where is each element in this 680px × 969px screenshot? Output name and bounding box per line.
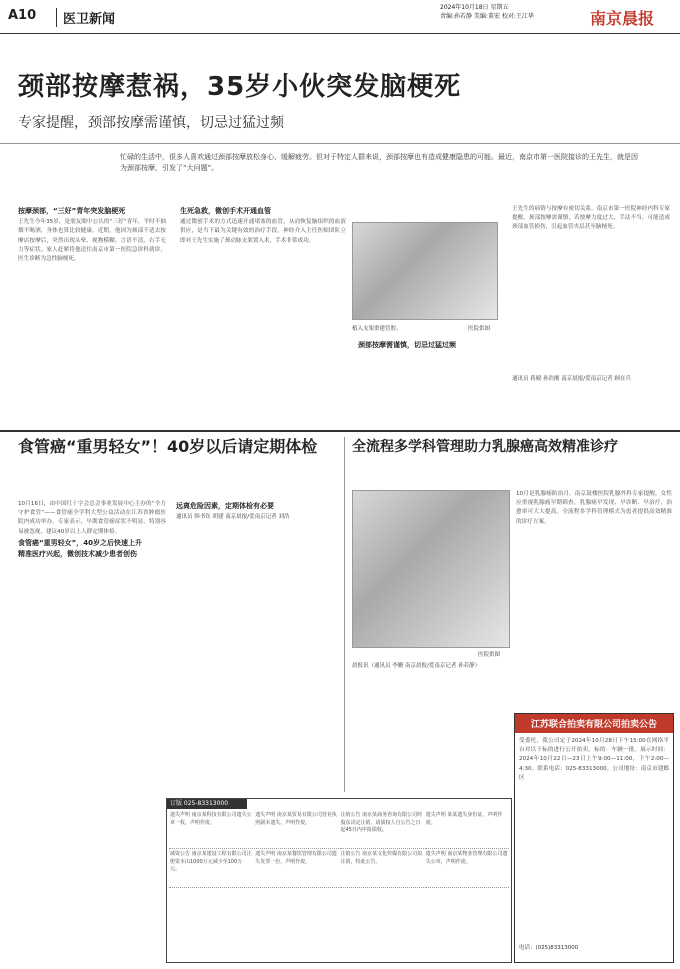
classified-item: 遗失声明 南京某物业管理有限公司遗失公章，声明作废。 [425, 850, 509, 888]
article2-headline: 食管癌“重男轻女”！40岁以后请定期体检 [18, 437, 318, 456]
notice-contact: 电话：(025)83313000 [519, 945, 579, 951]
article3-col1 [352, 662, 510, 792]
section-heading: 按摩颈部，“三好”青年突发脑梗死 [18, 207, 126, 215]
image-credit: 医院供图 [468, 326, 491, 332]
section-heading: 食管癌“重男轻女”，40岁之后快速上升 [18, 538, 142, 547]
classified-item: 遗失声明 某某遗失身份证，声明作废。 [425, 811, 509, 849]
divider [0, 143, 680, 144]
section-divider [0, 430, 680, 432]
article1-col1 [18, 205, 166, 430]
article2-col2 [176, 500, 336, 790]
header-meta: 2024年10月18日 星期五 责编:孙若静 美编:董宏 校对:王江华 [440, 4, 534, 20]
byline: 通讯员 蒋殿 孙浩刚 南京晨报/爱南京记者 顾在兵 [512, 376, 631, 382]
classified-item: 减资公告 南京某建设工程有限公司注册资本由1000万元减少至100万元。 [169, 850, 253, 888]
byline: 晨报讯（通讯员 李姗 南京晨报/爱南京记者 孙若静） [352, 663, 481, 669]
body-text: 王先生的病情与按摩有密切关系。南京市第一医院神经内科专家提醒，颈部按摩需谨慎，若按摩力度过大、手法不当，可能造成颈部血管损伤，引起血管夹层甚至脑梗死。 [512, 206, 670, 231]
image-credit: 医院供图 [478, 652, 501, 658]
auction-notice [514, 713, 674, 963]
article3-col2 [516, 490, 672, 705]
classified-item: 遗失声明 南京某贸易有限公司营业执照副本遗失，声明作废。 [254, 811, 338, 849]
classified-header: 订版 025-83313000 [167, 799, 247, 809]
newspaper-logo: 南京晨报 [590, 9, 655, 28]
section-heading: 精准医疗兴起，微创技术减少患者创伤 [18, 550, 137, 559]
section-heading: 远离危险因素，定期体检有必要 [176, 502, 274, 510]
angiography-image [352, 222, 498, 320]
subheadline: 专家提醒，颈部按摩需谨慎，切忌过猛过频 [18, 115, 284, 131]
article2-col1 [18, 500, 166, 960]
column-divider [344, 437, 345, 792]
body-text: 10月16日，由中国红十字会总会事业发展中心主办的“全力守护食管”——食管癌全学科大型公益活动在江苏省肿瘤医院内成功举办。专家表示，早期食管癌症状不明显，特别容易被忽视，建议40岁以上人群定期体检。 [18, 501, 166, 535]
article3-headline: 全流程多学科管理助力乳腺癌高效精准诊疗 [352, 439, 618, 455]
notice-text: 受委托，我公司定于2024年10月28日下午15:00在网络平台对以下标的进行公开拍卖。标的：车辆一批。展示时间：2024年10月22日—23日上午9:00—11:00，下午2:00—4:30。联系电话：025-83313000。公司地址：南京市建邺区 [519, 738, 669, 781]
section-heading: 生死急救，微创手术开通血管 [180, 207, 271, 215]
classified-item: 遗失声明 南京某餐饮管理有限公司遗失发票一份，声明作废。 [254, 850, 338, 888]
article1-col3 [512, 205, 670, 370]
classified-item: 遗失声明 南京某科技有限公司遗失公章一枚，声明作废。 [169, 811, 253, 849]
classified-item: 注销公告 南京某文化传媒有限公司拟注销，特此公告。 [340, 850, 424, 888]
notice-title: 江苏联合拍卖有限公司拍卖公告 [515, 714, 673, 733]
classified-ads [166, 798, 512, 963]
lead-paragraph: 忙碌的生活中，很多人喜欢通过颈部按摩放松身心、缓解疲劳。但对于特定人群来说，颈部按摩也有造成健康隐患的可能。最近，南京市第一医院接诊的王先生，就是因为颈部按摩，引发了“大问题”。 [120, 153, 638, 172]
body-text: 王先生今年35岁，是朋友眼中公认的“三好”青年，平时不抽烟不喝酒，身体也算比较健康。近期，他因为颈部不适去按摩店按摩后，突然出现头晕、视物模糊、言语不清，右手无力等症状。家人赶紧将他送往南京市第一医院急诊科就诊，医生诊断为急性脑梗死。 [18, 219, 166, 263]
page-number: A10 [8, 8, 37, 23]
classified-item: 注销公告 南京某商务咨询有限公司经股东决定注销，请债权人自公告之日起45日内申报债权。 [340, 811, 424, 849]
headline: 颈部按摩惹祸，35岁小伙突发脑梗死 [18, 72, 462, 102]
body-text: 10月是乳腺癌防治月。南京鼓楼医院乳腺外科专家提醒，女性应重视乳腺癌早期筛查，乳腺癌早发现、早诊断、早治疗，治愈率可大大提高。全流程多学科管理模式为患者提供高效精准的诊疗方案。 [516, 491, 672, 525]
image-caption: 植入支架重建管腔。 [352, 326, 402, 332]
article1-col2 [180, 205, 346, 365]
section-name: 医卫新闻 [56, 8, 115, 27]
pull-quote: 颈部按摩需谨慎，切忌过猛过频 [358, 341, 456, 349]
doctor-photo [352, 490, 510, 648]
body-text: 通过微创手术的方式迅速开通堵塞的血管，从而恢复脑组织的血液供应，是当下最为关键有效的治疗手段。神经介入主任医师团队立即对王先生实施了颈动脉支架置入术，手术非常成功。 [180, 219, 346, 244]
byline: 通讯员 韩书钰 胡建 南京晨报/爱南京记者 刘浩 [176, 514, 290, 521]
